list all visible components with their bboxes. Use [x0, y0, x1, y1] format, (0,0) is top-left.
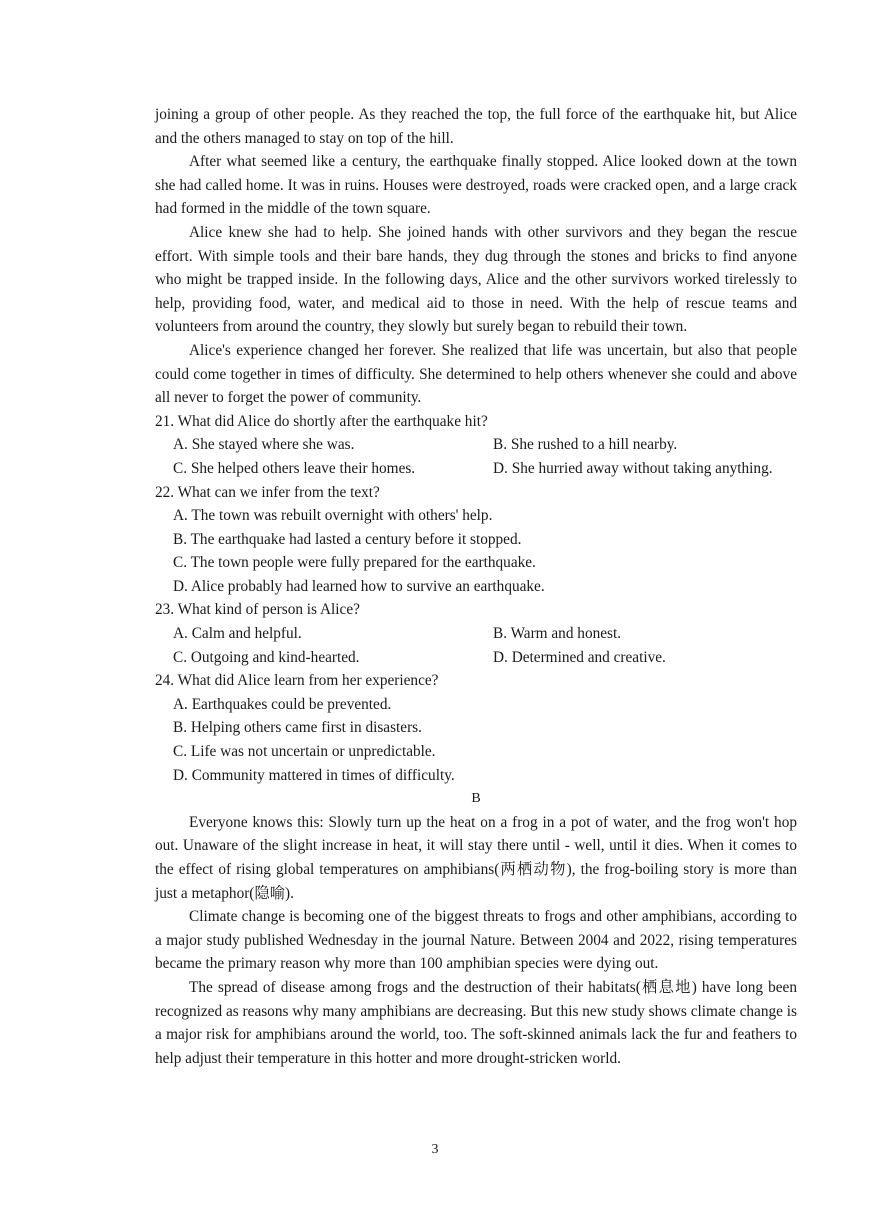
- option-a: A. The town was rebuilt overnight with others' help.: [173, 507, 493, 525]
- question-options: [155, 622, 797, 669]
- page-number: 3: [431, 1142, 439, 1157]
- option-d: D. She hurried away without taking anything.: [493, 459, 773, 477]
- passage-a-paragraph-4: Alice's experience changed her forever. She realized that life was uncertain, but also that people could come together in times of difficulty. She determined to help others whenever she could and above all never to forget the power of community.: [155, 341, 797, 407]
- question-24: [155, 669, 797, 787]
- question-options: [155, 504, 797, 598]
- option-a: A. Calm and helpful.: [173, 625, 302, 643]
- question-stem: 23. What kind of person is Alice?: [155, 601, 360, 619]
- question-21: [155, 410, 797, 481]
- question-stem: 24. What did Alice learn from her experience?: [155, 672, 439, 690]
- option-c: C. Life was not uncertain or unpredictable.: [173, 743, 436, 761]
- section-b-heading: B: [471, 791, 481, 807]
- option-b: B. The earthquake had lasted a century before it stopped.: [173, 530, 522, 548]
- option-d: D. Alice probably had learned how to survive an earthquake.: [173, 577, 545, 595]
- option-c: C. She helped others leave their homes.: [173, 459, 416, 477]
- option-c: C. Outgoing and kind-hearted.: [173, 648, 360, 666]
- passage-b-paragraph-3: The spread of disease among frogs and the destruction of their habitats(栖息地) have long been recognized as reasons why many amphibians are decreasing. But this new study shows climate change is a major risk for amphibians around the world, too. The soft-skinned animals lack the fur and feathers to help adjust their temperature in this hotter and more drought-stricken world.: [155, 978, 797, 1067]
- option-a: A. She stayed where she was.: [173, 436, 355, 454]
- passage-b-paragraph-2: Climate change is becoming one of the biggest threats to frogs and other amphibians, according to a major study published Wednesday in the journal Nature. Between 2004 and 2022, rising temperatures became the primary reason why more than 100 amphibian species were dying out.: [155, 908, 797, 973]
- question-stem: 21. What did Alice do shortly after the earthquake hit?: [155, 412, 488, 430]
- option-b: B. Helping others came first in disasters.: [173, 719, 422, 737]
- question-options: [155, 433, 797, 480]
- question-23: [155, 598, 797, 669]
- question-22: [155, 481, 797, 599]
- option-b: B. She rushed to a hill nearby.: [493, 436, 678, 454]
- passage-a-paragraph-1: joining a group of other people. As they reached the top, the full force of the earthquake hit, but Alice and the others managed to stay on top of the hill.: [155, 106, 797, 147]
- passage-b-paragraph-1: Everyone knows this: Slowly turn up the heat on a frog in a pot of water, and the frog won't hop out. Unaware of the slight increase in heat, it will stay there until - well, until it dies. When it comes to the effect of rising global temperatures on amphibians(两栖动物), the frog-boiling story is more than just a metaphor(隐喻).: [155, 813, 797, 902]
- question-options: [155, 693, 797, 787]
- passage-a-paragraph-2: After what seemed like a century, the earthquake finally stopped. Alice looked down at the town she had called home. It was in ruins. Houses were destroyed, roads were cracked open, and a large crack had formed in the middle of the town square.: [155, 153, 797, 218]
- option-a: A. Earthquakes could be prevented.: [173, 695, 392, 713]
- page-content: [155, 103, 797, 1070]
- option-d: D. Determined and creative.: [493, 648, 666, 666]
- option-c: C. The town people were fully prepared for the earthquake.: [173, 554, 536, 572]
- option-d: D. Community mattered in times of difficulty.: [173, 766, 455, 784]
- question-stem: 22. What can we infer from the text?: [155, 483, 380, 501]
- option-b: B. Warm and honest.: [493, 625, 622, 643]
- passage-a-paragraph-3: Alice knew she had to help. She joined hands with other survivors and they began the rescue effort. With simple tools and their bare hands, they dug through the stones and bricks to find anyone who might be trapped inside. In the following days, Alice and the other survivors worked tirelessly to help, providing food, water, and medical aid to those in need. With the help of rescue teams and volunteers from around the country, they slowly but surely began to rebuild their town.: [155, 223, 797, 336]
